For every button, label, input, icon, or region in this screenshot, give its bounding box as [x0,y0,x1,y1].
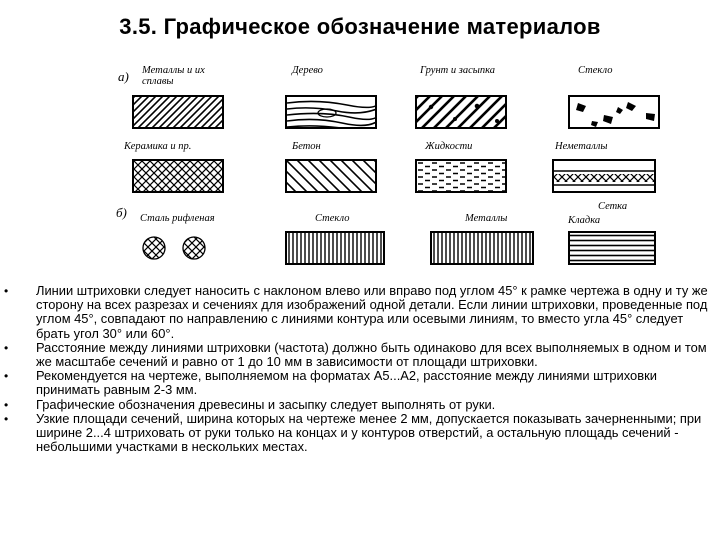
swatch-metals-alloys [132,95,224,129]
label-ribbed-steel: Сталь рифленая [140,213,215,224]
bullet-icon: • [4,369,9,384]
bullet-icon: • [4,397,9,412]
label-glass-top: Стекло [578,65,613,76]
swatch-wood [285,95,377,129]
label-soil-backfill: Грунт и засыпка [420,65,496,76]
label-ceramics: Керамика и пр. [124,141,192,152]
section-a-marker: а) [118,69,129,84]
bullet-icon: • [4,284,9,298]
swatch-liquids [415,159,507,193]
swatch-soil-backfill [415,95,507,129]
swatch-concrete [285,159,377,193]
swatch-ceramics [132,159,224,193]
label-concrete: Бетон [292,141,321,152]
list-item-text: Графические обозначения древесины и засыпку следует выполнять от руки. [36,396,496,412]
list-item [4,412,716,455]
list-item [4,369,716,397]
label-metals-alloys: Металлы и их сплавы [142,65,205,87]
materials-figure [110,55,650,280]
swatch-nonmetals [552,159,656,193]
list-item-text: Линии штриховки следует наносить с наклоном влево или вправо под углом 45° к рамке чертежа в одну и ту же сторону на всех разрезах и сечениях для изображений одной детали. Если линии штриховки, проведенные под углом 45°, совпадают по направлению с линиями контура или осевыми линиям, то вместо угла 45° следует брать угол 30° или 60°. [36,283,708,341]
label-wood: Дерево [292,65,323,76]
list-item [4,284,716,341]
label-glass-bottom: Стекло [315,213,350,224]
label-metals: Металлы [465,213,508,224]
label-mesh: Сетка [598,201,628,212]
list-item-text: Рекомендуется на чертеже, выполняемом на форматах А5...А2, расстояние между линиями штриховки принимать равным 2-3 мм. [36,368,657,398]
section-b-marker: б) [116,205,127,220]
list-item-text: Узкие площади сечений, ширина которых на чертеже менее 2 мм, допускается показывать зачерненными; при ширине 2...4 штриховать от руки только на концах и у контуров отверстий, а остальную площадь сечений - небольшими участками в нескольких местах. [36,410,702,455]
bullet-icon: • [4,411,9,426]
list-item [4,341,716,369]
swatch-glass-top [568,95,660,129]
swatch-ribbed-steel [132,231,224,265]
bullet-list [4,284,716,454]
swatch-glass-bottom [285,231,385,265]
bullet-icon: • [4,340,9,355]
label-masonry: Кладка [568,215,601,226]
label-nonmetals: Неметаллы [555,141,608,152]
swatch-metals [430,231,534,265]
swatch-masonry [568,231,656,265]
list-item [4,398,716,412]
label-liquids: Жидкости [425,141,473,152]
page-title: 3.5. Графическое обозначение материалов [119,14,601,39]
list-item-text: Расстояние между линиями штриховки (частота) должно быть одинаково для всех выполняемых в одном и том же масштабе сечений и равно от 1 до 10 мм в зависимости от площади штриховки. [36,339,707,370]
